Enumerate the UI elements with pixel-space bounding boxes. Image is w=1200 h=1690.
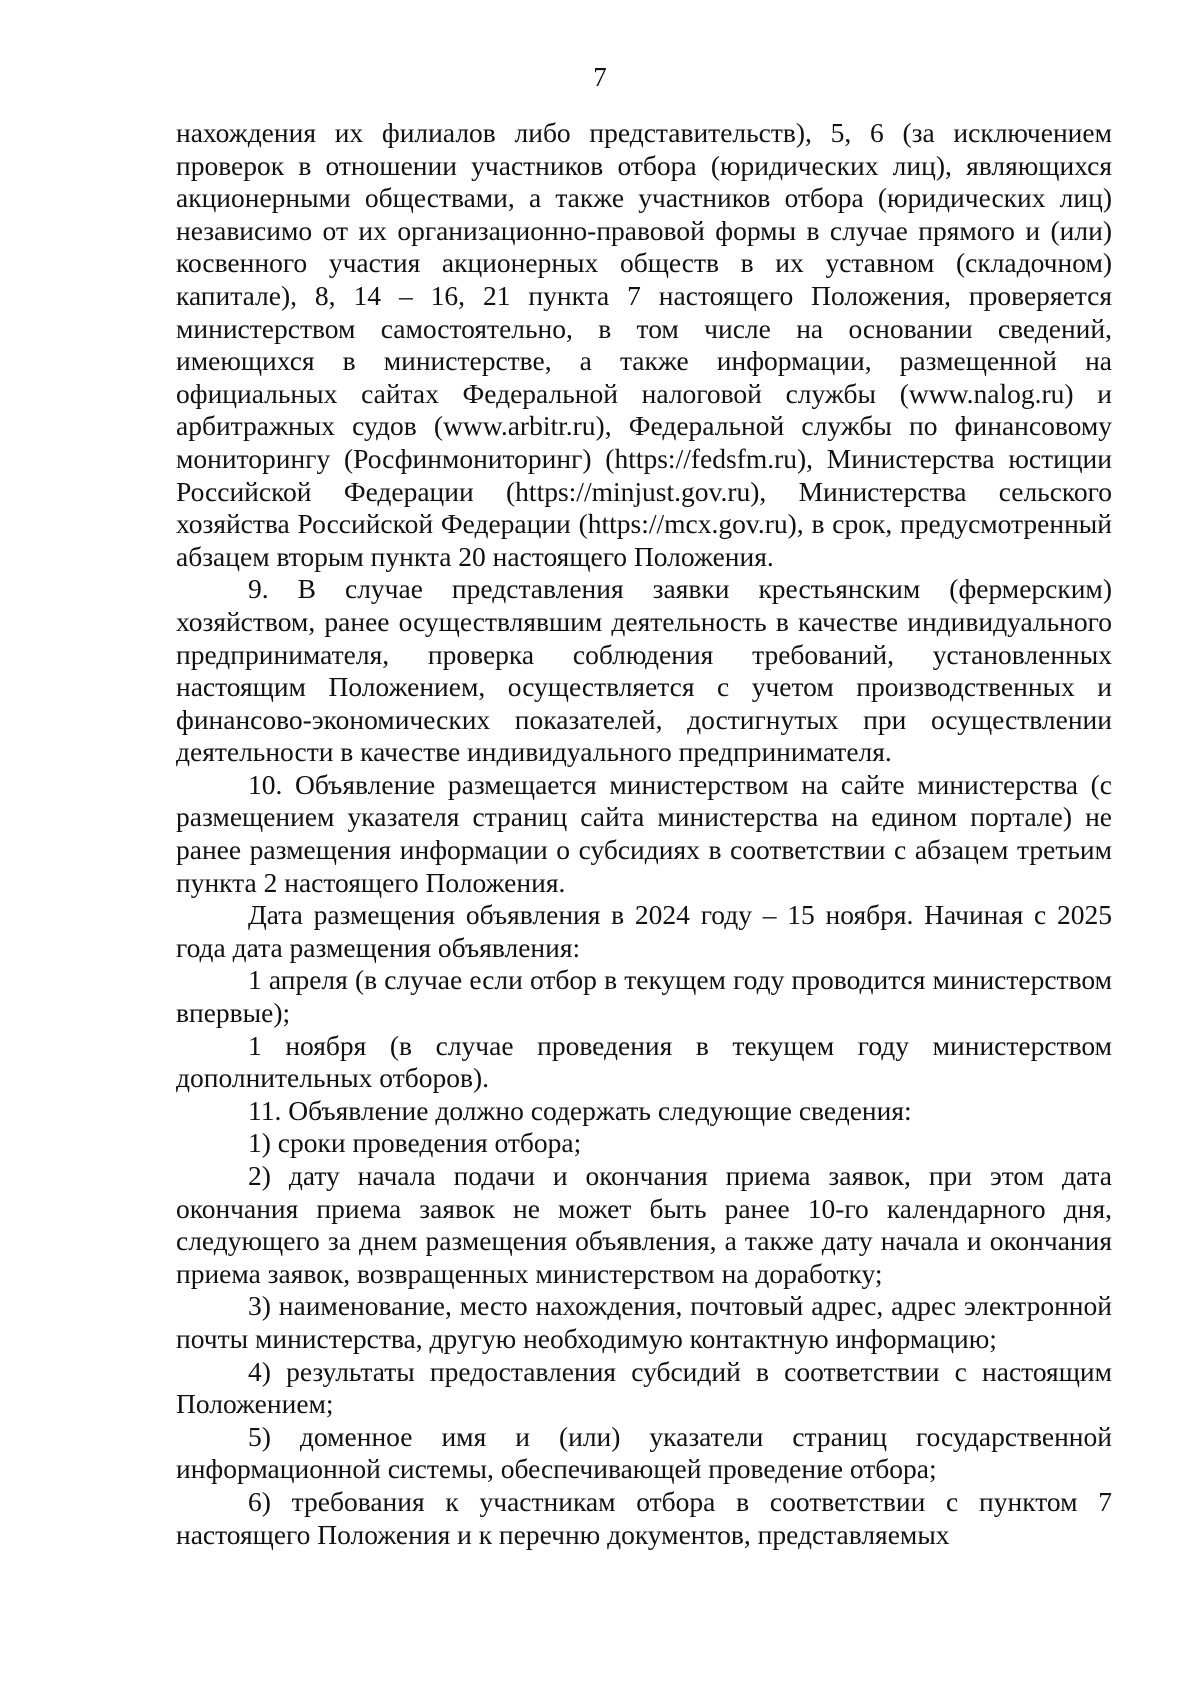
paragraph-item-11: 11. Объявление должно содержать следующие сведения: bbox=[248, 1094, 912, 1126]
list-item-1: 1) сроки проведения отбора; bbox=[248, 1127, 582, 1159]
paragraph-april-date: 1 апреля (в случае если отбор в текущем году проводится министерством впервые); bbox=[176, 964, 1112, 1029]
list-item-5: 5) доменное имя и (или) указатели страниц государственной информационной системы, обеспечивающей проведение отбора; bbox=[176, 1420, 1112, 1485]
paragraph-november-date: 1 ноября (в случае проведения в текущем году министерством дополнительных отборов). bbox=[176, 1029, 1112, 1094]
page-number: 7 bbox=[593, 62, 607, 92]
list-item-4: 4) результаты предоставления субсидий в соответствии с настоящим Положением; bbox=[176, 1355, 1112, 1420]
list-item-3: 3) наименование, место нахождения, почтовый адрес, адрес электронной почты министерства, другую необходимую контактную информацию; bbox=[176, 1290, 1112, 1354]
paragraph-announcement-date: Дата размещения объявления в 2024 году – 15 ноября. Начиная с 2025 года дата размещения объявления: bbox=[176, 899, 1112, 963]
paragraph-item-10: 10. Объявление размещается министерством на сайте министерства (с размещением указателя страниц сайта министерства на едином портале) не ранее размещения информации о субсидиях в соответствии с абзацем третьим пункта 2 настоящего Положения. bbox=[176, 768, 1112, 898]
paragraph-continuation: нахождения их филиалов либо представительств), 5, 6 (за исключением проверок в отношении участников отбора (юридических лиц), являющихся акционерными обществами, а также участников отбора (юридических лиц) независимо от их организационно-правовой формы в случае прямого и (или) косвенного участия акционерных обществ в их уставном (складочном) капитале), 8, 14 – 16, 21 пункта 7 настоящего Положения, проверяется министерством самостоятельно, в том числе на основании сведений, имеющихся в министерстве, а также информации, размещенной на официальных сайтах Федеральной налоговой службы (www.nalog.ru) и арбитражных судов (www.arbitr.ru), Федеральной службы по финансовому мониторингу (Росфинмониторинг) (https://fedsfm.ru), Министерства юстиции Российской Федерации (https://minjust.gov.ru), Министерства сельского хозяйства Российской Федерации (https://mcx.gov.ru), в срок, предусмотренный абзацем вторым пункта 20 настоящего Положения. bbox=[176, 117, 1112, 572]
document-body bbox=[176, 117, 1112, 1551]
list-item-2: 2) дату начала подачи и окончания приема заявок, при этом дата окончания приема заявок не может быть ранее 10-го календарного дня, следующего за днем размещения объявления, а также дату начала и окончания приема заявок, возвращенных министерством на доработку; bbox=[176, 1160, 1112, 1289]
list-item-6: 6) требования к участникам отбора в соответствии с пунктом 7 настоящего Положения и к перечню документов, представляемых bbox=[176, 1485, 1112, 1550]
paragraph-item-9: 9. В случае представления заявки крестьянским (фермерским) хозяйством, ранее осуществлявшим деятельность в качестве индивидуального предпринимателя, проверка соблюдения требований, установленных настоящим Положением, осуществляется с учетом производственных и финансово-экономических показателей, достигнутых при осуществлении деятельности в качестве индивидуального предпринимателя. bbox=[176, 573, 1112, 768]
